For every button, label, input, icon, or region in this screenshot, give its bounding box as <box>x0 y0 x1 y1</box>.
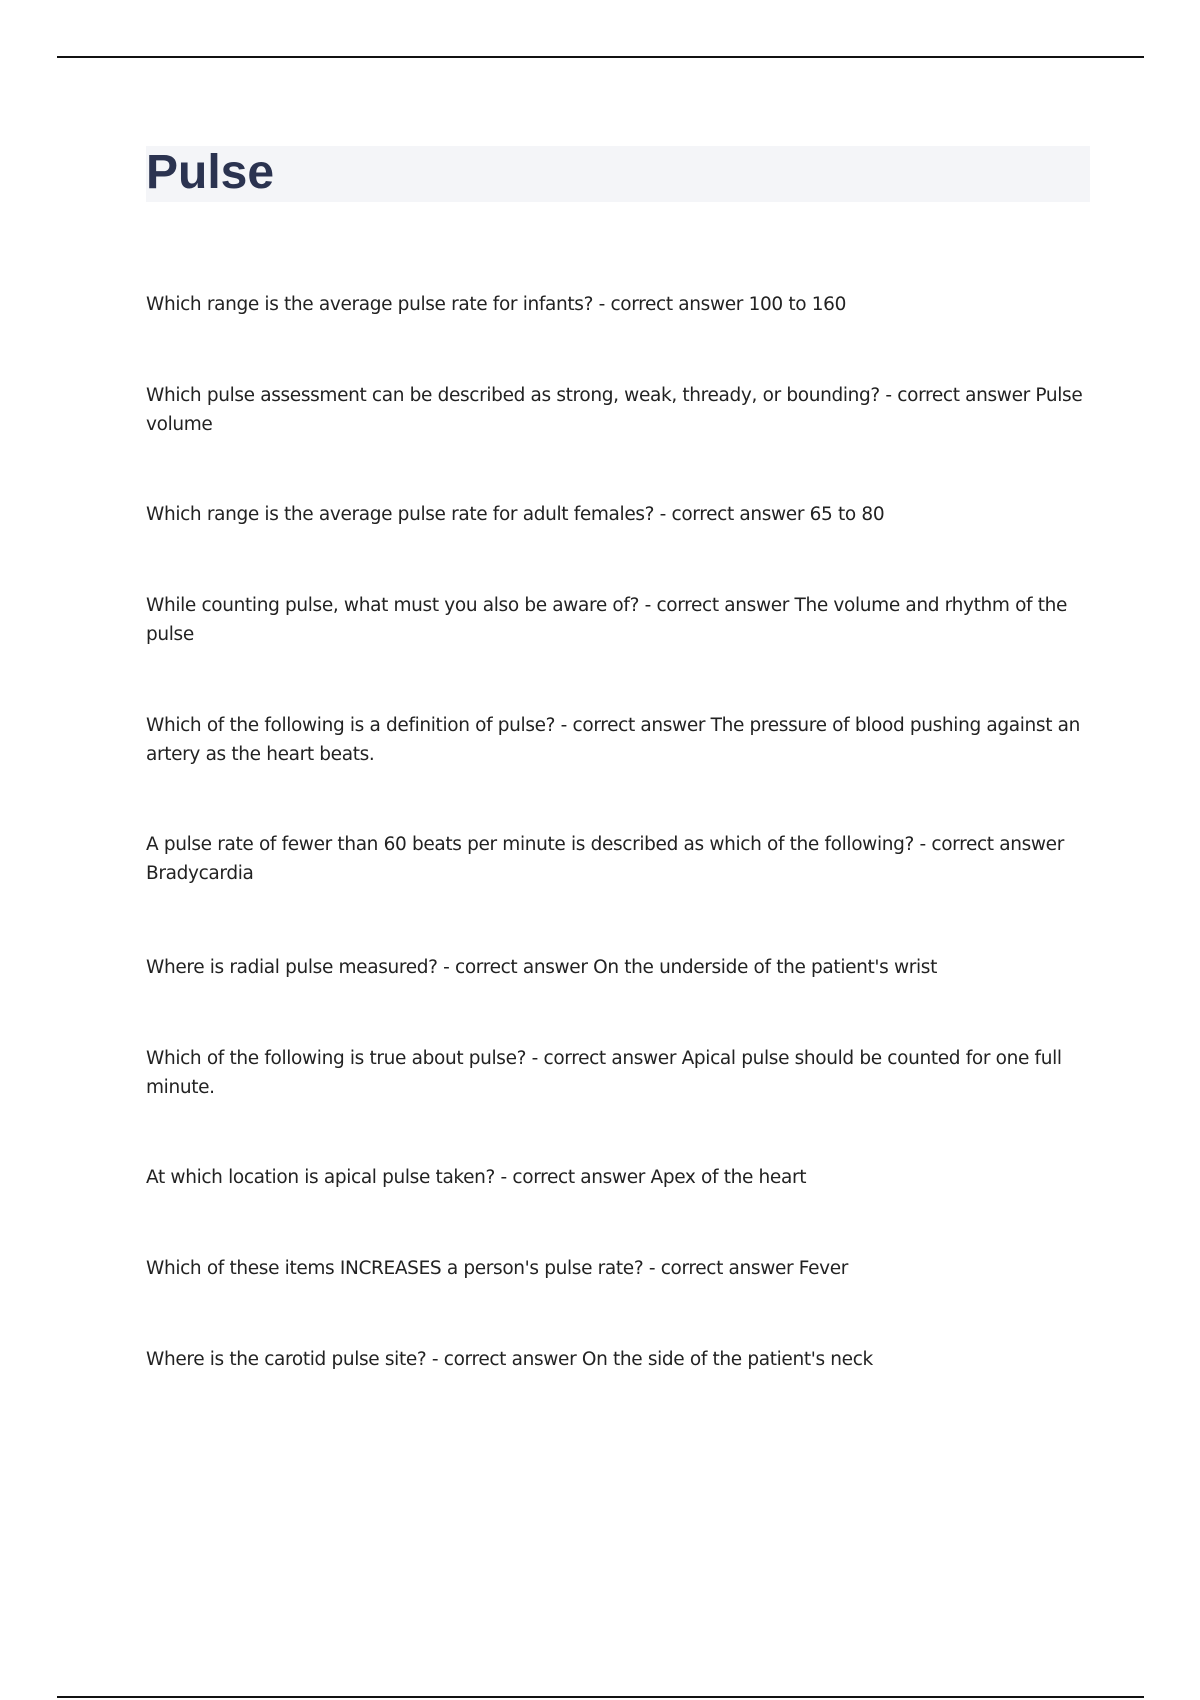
qa-answer: 100 to 160 <box>748 294 847 315</box>
qa-item <box>146 591 1090 649</box>
qa-answer-label: correct answer <box>610 294 744 315</box>
qa-question: Which of these items INCREASES a person's pulse rate? <box>146 1258 644 1279</box>
qa-separator: - <box>879 385 898 406</box>
qa-question: Where is the carotid pulse site? <box>146 1349 427 1370</box>
qa-item <box>146 711 1090 769</box>
qa-question: Which of the following is a definition of pulse? <box>146 715 556 736</box>
qa-separator: - <box>913 834 932 855</box>
qa-question: Which pulse assessment can be described as strong, weak, thready, or bounding? <box>146 385 880 406</box>
bottom-rule <box>57 1696 1144 1698</box>
qa-item <box>146 1345 1090 1374</box>
qa-separator: - <box>593 294 611 315</box>
qa-answer-label: correct answer <box>455 957 588 978</box>
qa-separator: - <box>555 715 573 736</box>
qa-item <box>146 953 1090 982</box>
qa-answer: Fever <box>798 1258 848 1279</box>
qa-answer-label: correct answer <box>671 504 805 525</box>
qa-item <box>146 1163 1090 1192</box>
qa-answer-label: correct answer <box>512 1167 645 1188</box>
qa-answer: On the underside of the patient's wrist <box>593 957 937 978</box>
top-rule <box>57 56 1144 58</box>
qa-item <box>146 830 1090 888</box>
qa-separator: - <box>639 595 657 616</box>
qa-answer: The volume and rhythm of the pulse <box>146 595 1068 645</box>
qa-separator: - <box>426 1349 444 1370</box>
qa-answer: Apical pulse should be counted for one full minute. <box>146 1048 1062 1098</box>
qa-separator: - <box>526 1048 544 1069</box>
qa-answer: 65 to 80 <box>809 504 885 525</box>
qa-question: A pulse rate of fewer than 60 beats per minute is described as which of the following? <box>146 834 914 855</box>
qa-question: Where is radial pulse measured? <box>146 957 438 978</box>
qa-separator: - <box>437 957 455 978</box>
qa-item <box>146 1044 1090 1102</box>
qa-item <box>146 290 1090 319</box>
qa-answer-label: correct answer <box>897 385 1030 406</box>
qa-answer-label: correct answer <box>543 1048 677 1069</box>
qa-item <box>146 1254 1090 1283</box>
qa-answer: Bradycardia <box>146 863 254 884</box>
qa-answer: The pressure of blood pushing against an artery as the heart beats. <box>146 715 1081 765</box>
qa-item <box>146 381 1090 439</box>
qa-item <box>146 500 1090 529</box>
title-band <box>146 146 1090 202</box>
qa-question: At which location is apical pulse taken? <box>146 1167 496 1188</box>
qa-answer-label: correct answer <box>572 715 706 736</box>
qa-answer: Apex of the heart <box>650 1167 807 1188</box>
qa-answer: Pulse volume <box>146 385 1083 435</box>
qa-question: Which of the following is true about pulse? <box>146 1048 527 1069</box>
qa-separator: - <box>495 1167 513 1188</box>
qa-answer-label: correct answer <box>656 595 790 616</box>
qa-question: Which range is the average pulse rate for infants? <box>146 294 594 315</box>
qa-separator: - <box>654 504 672 525</box>
qa-answer-label: correct answer <box>660 1258 794 1279</box>
qa-separator: - <box>643 1258 661 1279</box>
qa-question: While counting pulse, what must you also be aware of? <box>146 595 640 616</box>
qa-answer: On the side of the patient's neck <box>581 1349 873 1370</box>
qa-answer-label: correct answer <box>931 834 1064 855</box>
page-title: Pulse <box>146 146 275 199</box>
qa-answer-label: correct answer <box>443 1349 577 1370</box>
qa-question: Which range is the average pulse rate for adult females? <box>146 504 655 525</box>
